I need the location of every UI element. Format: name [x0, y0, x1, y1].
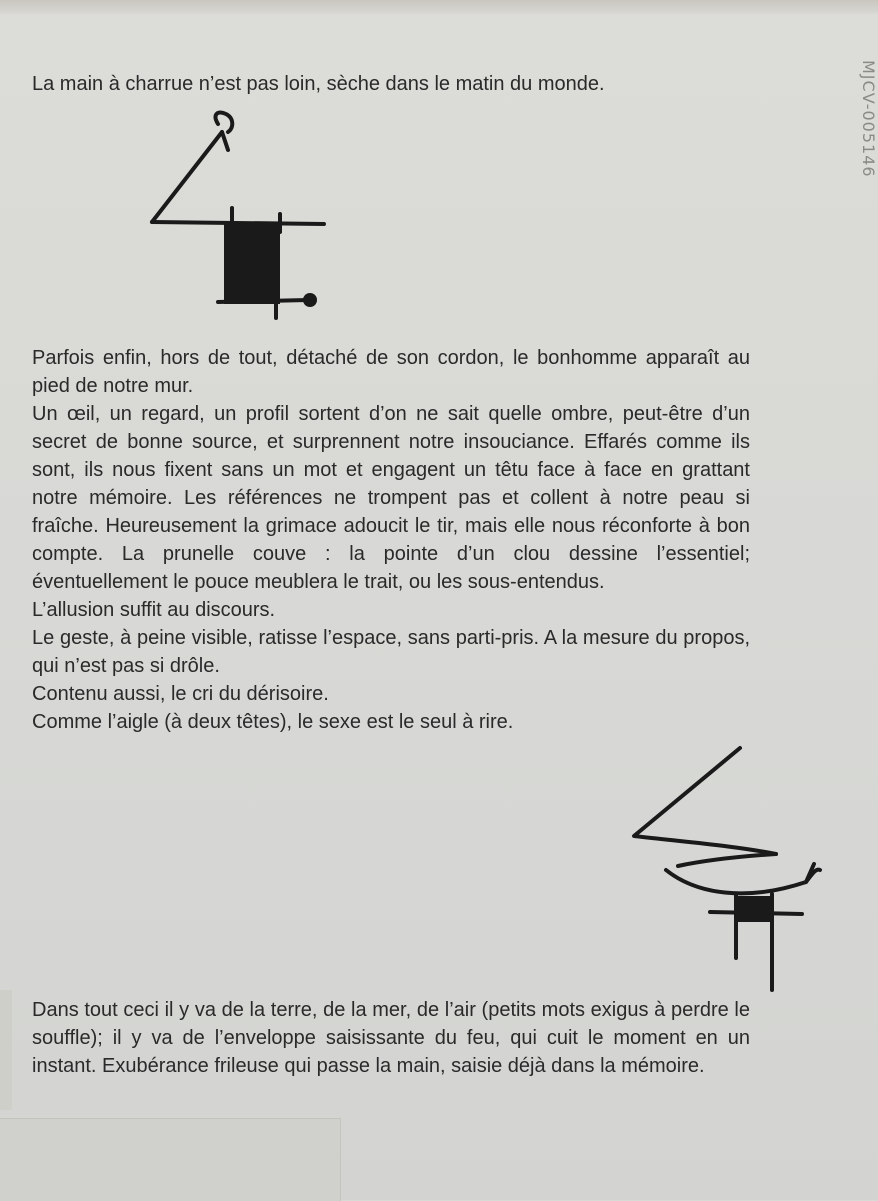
archive-code: MJCV-005146: [859, 60, 878, 178]
heading-line: [32, 70, 750, 98]
plough-figure-drawing: [148, 110, 338, 325]
paper-top-edge: [0, 0, 878, 14]
paper-left-tab: [0, 990, 12, 1110]
closing-paragraph: Dans tout ceci il y va de la terre, de la mer, de l’air (petits mots exigus à perdre le souffle); il y va de l’enveloppe saisissante du feu, qui cuit le moment en un instant. Exubérance frileuse qui passe la main, saisie déjà dans la mémoire.: [32, 999, 750, 1077]
body-text: [32, 344, 750, 736]
closing-text: [32, 996, 750, 1080]
body-paragraph: Contenu aussi, le cri du dérisoire.: [32, 683, 329, 705]
body-paragraph: Comme l’aigle (à deux têtes), le sexe est le seul à rire.: [32, 711, 514, 733]
heading-text: La main à charrue n’est pas loin, sèche dans le matin du monde.: [32, 73, 605, 95]
body-paragraph: Le geste, à peine visible, ratisse l’espace, sans parti-pris. A la mesure du propos, qui n’est pas si drôle.: [32, 627, 750, 677]
eagle-figure-drawing: [626, 744, 826, 994]
body-paragraph: L’allusion suffit au discours.: [32, 599, 276, 621]
body-paragraph: Parfois enfin, hors de tout, détaché de son cordon, le bonhomme apparaît au pied de notre mur.: [32, 347, 750, 397]
body-paragraph: Un œil, un regard, un profil sortent d’on ne sait quelle ombre, peut-être d’un secret de bonne source, et surprennent notre insouciance. Effarés comme ils sont, ils nous fixent sans un mot et engagent un têtu face à face en grattant notre mémoire. Les références ne trompent pas et collent à notre peau si fraîche. Heureusement la grimace adoucit le tir, mais elle nous réconforte à bon compte. La prunelle couve : la pointe d’un clou dessine l’essentiel; éventuellement le pouce meublera le trait, ou les sous-entendus.: [32, 403, 750, 593]
paper-bottom-patch: [0, 1118, 341, 1201]
